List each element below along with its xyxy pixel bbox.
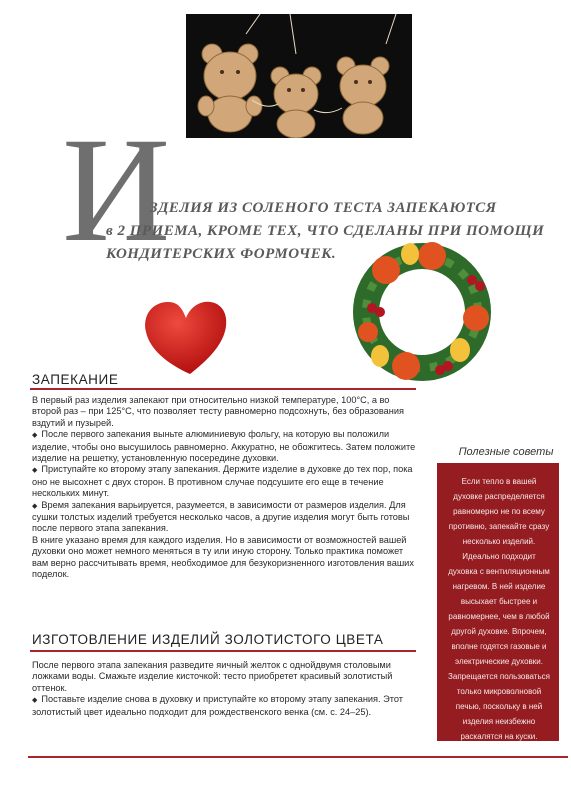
sidebar-label: Полезные советы bbox=[458, 446, 554, 458]
teddy-bears-image bbox=[186, 14, 412, 138]
bottom-rule bbox=[28, 756, 568, 758]
sidebar-text: Если тепло в вашей духовке распределяется равномерно не по всему противню, запекайте сразу несколько изделий. Идеально подходит духовка с вентиляционным нагревом. В ней изделие высыхает быстрее и равномернее, чем в любой другой духовке. Впрочем, вполне годятся газовые и электрические духовки. Запрещается пользоваться только микроволновой печью, поскольку в ней изделия неизбежно раскалятся на куски. bbox=[448, 477, 550, 741]
bullet-paragraph: ◆ После первого запекания выньте алюминиевую фольгу, на которую вы положили изделие, чтобы оно высушилось равномерно. Аккуратно, не обожгитесь. Затем положите изделие на решетку, установленную посередине духовки. bbox=[32, 429, 420, 464]
section-rule bbox=[30, 650, 416, 652]
teddy-bears-photo bbox=[186, 14, 412, 138]
headline-line-2: в 2 ПРИЕМА, КРОМЕ ТЕХ, ЧТО СДЕЛАНЫ ПРИ ПОМОЩИ bbox=[106, 223, 545, 239]
section-rule bbox=[30, 388, 416, 390]
heart-image bbox=[138, 296, 230, 378]
baking-text bbox=[32, 395, 420, 581]
dough-wreath-photo bbox=[336, 232, 506, 392]
headline-line-1: ЗДЕЛИЯ ИЗ СОЛЕНОГО ТЕСТА ЗАПЕКАЮТСЯ bbox=[150, 200, 497, 216]
golden-text bbox=[32, 660, 420, 718]
paragraph: В первый раз изделия запекают при относительно низкой температуре, 100°С, а во второй раз – при 125°С, что позволяет тесту равномерно подсохнуть, без образования вздутий и пузырей. bbox=[32, 395, 404, 428]
drop-cap: И bbox=[62, 107, 171, 273]
paragraph: В книге указано время для каждого изделия. Но в зависимости от возможностей вашей духовки оно может немного меняться в ту или иную сторону. Только практика поможет вам верно рассчитывать время, необходимое для безукоризненного изготовления ваших поделок. bbox=[32, 534, 414, 580]
bullet-paragraph: ◆ Время запекания варьируется, разумеется, в зависимости от размеров изделия. Для сушки толстых изделий требуется несколько часов, а другие изделия могут быть готовы после первого этапа запекания. bbox=[32, 500, 420, 535]
wreath-image bbox=[336, 232, 506, 392]
section-title-baking: ЗАПЕКАНИЕ bbox=[32, 372, 119, 387]
dough-heart-photo bbox=[138, 296, 230, 378]
bullet-paragraph: ◆ Приступайте ко второму этапу запекания. Держите изделие в духовке до тех пор, пока оно не высохнет с двух сторон. В противном случае подсушите его еще в течение нескольких минут. bbox=[32, 464, 420, 499]
bullet-paragraph: ◆ Поставьте изделие снова в духовку и приступайте ко второму этапу запекания. Этот золотистый цвет идеально подходит для рождественского венка (см. с. 24–25). bbox=[32, 694, 420, 718]
paragraph: После первого этапа запекания разведите яичный желток с однойдвумя столовыми ложками воды. Смажьте изделие кисточкой: тесто приобретет красивый золотистый оттенок. bbox=[32, 660, 393, 693]
headline-line-3: КОНДИТЕРСКИХ ФОРМОЧЕК. bbox=[106, 246, 337, 262]
section-title-golden: ИЗГОТОВЛЕНИЕ ИЗДЕЛИЙ ЗОЛОТИСТОГО ЦВЕТА bbox=[32, 632, 384, 647]
